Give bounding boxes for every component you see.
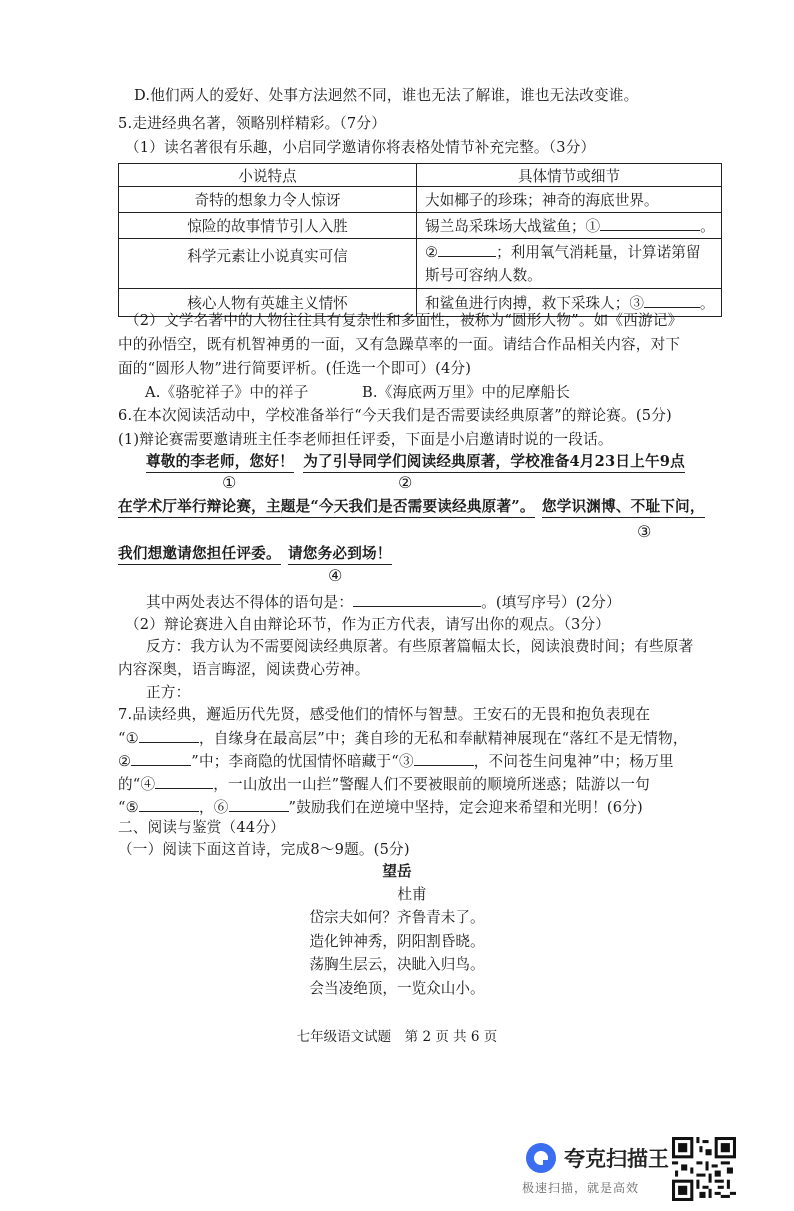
answer-blank[interactable]	[139, 728, 199, 743]
cell-text: ；利用氧气消耗量，计算诺第留	[496, 243, 701, 261]
poem-line: 造化钟神秀，阴阳割昏晓。	[309, 933, 485, 950]
option-b: B.《海底两万里》中的尼摩船长	[362, 384, 571, 401]
answer-blank[interactable]	[155, 774, 213, 789]
answer-blank[interactable]	[414, 751, 474, 766]
question-5-2: （2）文学名著中的人物往往具有复杂性和多面性，被称为“圆形人物”。如《西游记》	[125, 312, 683, 329]
question-6-1: (1)辩论赛需要邀请班主任李老师担任评委，下面是小启邀请时说的一段话。	[118, 431, 613, 448]
scanner-slogan: 极速扫描，就是高效	[522, 1181, 640, 1195]
table-cell: 惊险的故事情节引人入胜	[119, 213, 417, 239]
table-cell: 奇特的想象力令人惊讶	[119, 187, 417, 213]
question-5-1: （1）读名著很有乐趣，小启同学邀请你将表格处情节补充完整。（3分）	[125, 139, 596, 156]
option-a: A.《骆驼祥子》中的祥子	[145, 384, 309, 401]
prompt-text: ，自缘身在最高层”中；龚自珍的无私和奉献精神展现在“落红不是无情物，	[198, 730, 688, 747]
cell-end: 。	[700, 218, 715, 235]
scanner-brand: 夸克扫描王	[564, 1147, 669, 1171]
answer-blank[interactable]	[353, 592, 481, 607]
prompt-text: ，一山放出一山拦”警醒人们不要被眼前的顺境所迷惑；陆游以一句	[213, 776, 650, 793]
table-cell: 大如椰子的珍珠；神奇的海底世界。	[417, 187, 722, 213]
prompt-text: ②	[118, 753, 132, 770]
opponent-view-cont: 内容深奥，语言晦涩，阅读费心劳神。	[118, 661, 370, 678]
poem-line: 会当凌绝顶，一览众山小。	[309, 980, 485, 997]
sentence-3: 您学识渊博、不耻下问，	[542, 498, 705, 518]
opponent-view: 反方：我方认为不需要阅读经典原著。有些原著篇幅太长，阅读浪费时间；有些原著	[146, 638, 694, 655]
poem-author: 杜甫	[397, 886, 427, 903]
cell-text: 和鲨鱼进行肉搏，救下采珠人；③	[425, 295, 644, 312]
option-d: D.他们两人的爱好、处事方法迥然不同，谁也无法了解谁，谁也无法改变谁。	[134, 87, 639, 104]
question-5-2-cont: 面的“圆形人物”进行简要评析。(任选一个即可）(4分)	[118, 360, 472, 377]
question-6-1-answer	[146, 592, 621, 613]
table-cell: 核心人物有英雄主义情怀	[119, 289, 417, 317]
marker-3: ③	[637, 522, 652, 541]
poem-title: 望岳	[382, 863, 412, 880]
answer-blank[interactable]	[139, 797, 199, 812]
cell-marker: ②	[425, 243, 439, 261]
marker-4: ④	[328, 566, 343, 585]
cell-text: 斯号可容纳人数。	[425, 266, 542, 284]
prompt-text: ，不问苍生问鬼神”中；杨万里	[473, 753, 674, 770]
prompt-text: ，⑥	[198, 799, 229, 816]
table-header: 小说特点	[119, 164, 417, 187]
question-7-line	[118, 728, 688, 749]
question-6: 6.在本次阅读活动中，学校准备举行“今天我们是否需要读经典原著”的辩论赛。(5分)	[118, 407, 672, 424]
prompt-text: 其中两处表达不得体的语句是：	[146, 594, 354, 611]
prompt-text: ”中；李商隐的忧国情怀暗藏于“③	[191, 753, 414, 770]
novel-table	[118, 163, 722, 317]
section-2-title: 二、阅读与鉴赏（44分）	[118, 819, 285, 836]
answer-blank[interactable]	[131, 751, 191, 766]
table-header: 具体情节或细节	[417, 164, 722, 187]
question-7-line	[118, 774, 650, 795]
speech-line	[118, 497, 705, 517]
proponent-label: 正方：	[146, 684, 191, 701]
question-5-2-cont: 中的孙悟空，既有机智神勇的一面，又有急躁草率的一面。请结合作品相关内容，对下	[118, 336, 681, 353]
poem-line: 荡胸生层云，决眦入归鸟。	[309, 956, 485, 973]
sentence-3-cont: 我们想邀请您担任评委。	[118, 545, 281, 565]
prompt-text: 。(填写序号）(2分）	[481, 594, 621, 611]
answer-blank[interactable]	[438, 242, 496, 257]
section-2-1: （一）阅读下面这首诗，完成8～9题。(5分)	[118, 841, 410, 858]
sentence-2: 为了引导同学们阅读经典原著，学校准备4月23日上午9点	[303, 453, 685, 473]
speech-line	[146, 452, 685, 472]
question-5: 5.走进经典名著，领略别样精彩。（7分）	[118, 115, 387, 132]
answer-blank[interactable]	[229, 797, 289, 812]
scanner-logo-icon	[524, 1141, 558, 1175]
sentence-4: 请您务必到场！	[288, 545, 392, 565]
sentence-1: 尊敬的李老师，您好！	[146, 453, 294, 473]
sentence-2-cont: 在学术厅举行辩论赛，主题是“今天我们是否需要读经典原著”。	[118, 498, 535, 518]
cell-text: 锡兰岛采珠场大战鲨鱼；①	[425, 218, 601, 235]
question-7-line	[118, 751, 674, 772]
question-6-2: （2）辩论赛进入自由辩论环节，作为正方代表，请写出你的观点。（3分）	[125, 616, 611, 633]
prompt-text: “①	[118, 730, 139, 747]
table-cell	[417, 213, 722, 239]
answer-blank[interactable]	[644, 293, 700, 308]
marker-2: ②	[398, 473, 413, 492]
question-7: 7.品读经典，邂逅历代先贤，感受他们的情怀与智慧。王安石的无畏和抱负表现在	[118, 706, 651, 723]
question-7-line	[118, 797, 643, 818]
table-cell: 科学元素让小说真实可信	[119, 239, 417, 289]
table-cell	[417, 239, 722, 289]
speech-line	[118, 544, 392, 564]
cell-end: 。	[699, 295, 715, 312]
page-footer: 七年级语文试题 第 2 页 共 6 页	[296, 1029, 498, 1045]
prompt-text: “⑤	[118, 799, 139, 816]
poem-line: 岱宗夫如何？齐鲁青未了。	[309, 909, 485, 926]
answer-blank[interactable]	[600, 216, 700, 231]
qr-code-icon	[670, 1137, 738, 1201]
prompt-text: 的“④	[118, 776, 156, 793]
prompt-text: ”鼓励我们在逆境中坚持，定会迎来希望和光明！(6分)	[288, 799, 643, 816]
marker-1: ①	[222, 473, 237, 492]
